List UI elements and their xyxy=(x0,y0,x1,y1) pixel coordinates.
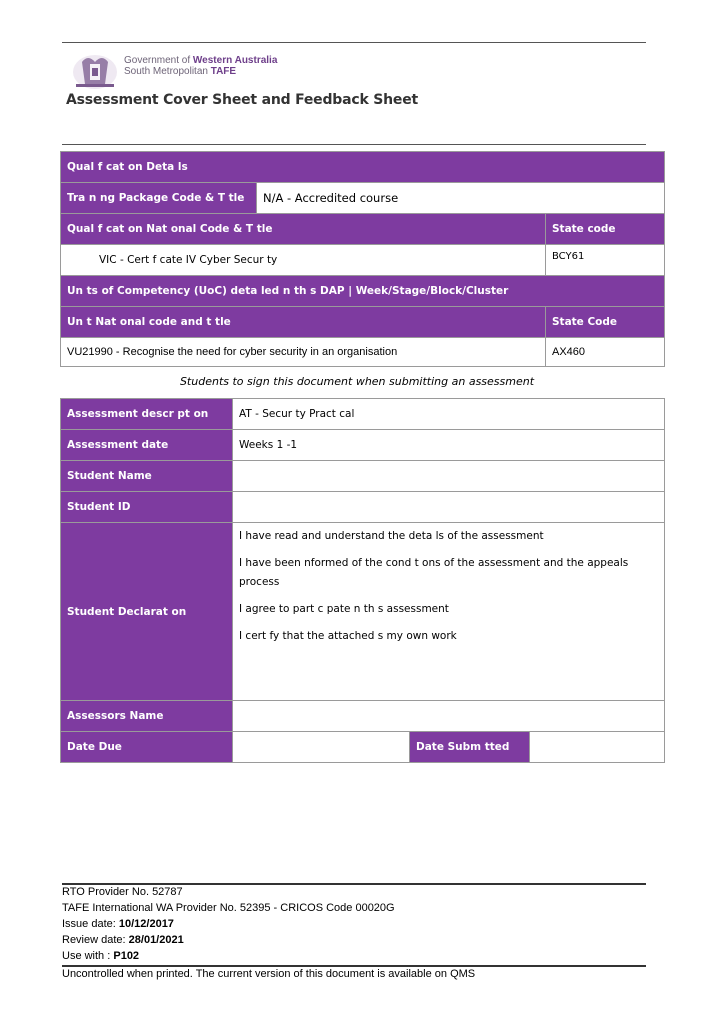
footer-top-rule xyxy=(62,883,646,885)
package-value: N/A - Accredited course xyxy=(257,183,665,214)
student-name-label: Student Name xyxy=(61,461,233,492)
review-date: Review date: 28/01/2021 xyxy=(62,934,184,946)
date-due-field[interactable] xyxy=(233,732,410,763)
declaration-item: I cert fy that the attached s my own work xyxy=(239,630,457,642)
footer-bottom-rule xyxy=(62,965,646,967)
assessment-date-value[interactable]: Weeks 1 -1 xyxy=(233,430,665,461)
assessors-name-field[interactable] xyxy=(233,701,665,732)
state-code-value: BCY61 xyxy=(546,245,665,276)
assessors-name-label: Assessors Name xyxy=(61,701,233,732)
unit-code-label: Un t Nat onal code and t tle xyxy=(61,307,546,338)
unit-state-code-value: AX460 xyxy=(546,338,665,367)
use-with: Use with : P102 xyxy=(62,950,140,962)
unit-state-code-label: State Code xyxy=(546,307,665,338)
date-due-label: Date Due xyxy=(61,732,233,763)
date-submitted-label: Date Subm tted xyxy=(410,732,530,763)
state-code-label: State code xyxy=(546,214,665,245)
package-label: Tra n ng Package Code & T tle xyxy=(61,183,257,214)
logo-text-tafe: South Metropolitan TAFE xyxy=(124,66,237,77)
rto-provider: RTO Provider No. 52787 xyxy=(62,886,183,898)
tafe-international: TAFE International WA Provider No. 52395 - CRICOS Code 00020G xyxy=(62,902,395,914)
assessment-description-value[interactable]: AT - Secur ty Pract cal xyxy=(233,399,665,430)
student-id-label: Student ID xyxy=(61,492,233,523)
qualification-section-header: Qual f cat on Deta ls xyxy=(61,152,665,183)
student-name-field[interactable] xyxy=(233,461,665,492)
student-declaration-label: Student Declarat on xyxy=(61,523,233,701)
wa-government-crest-icon xyxy=(68,50,122,92)
date-submitted-field[interactable] xyxy=(530,732,665,763)
declaration-item: I agree to part c pate n th s assessment xyxy=(239,603,449,615)
assessment-date-label: Assessment date xyxy=(61,430,233,461)
unit-value: VU21990 - Recognise the need for cyber security in an organisation xyxy=(61,338,546,367)
declaration-item: I have read and understand the deta ls of the assessment xyxy=(239,530,544,542)
title-rule xyxy=(62,144,646,145)
assessment-table xyxy=(60,398,665,763)
uoc-header: Un ts of Competency (UoC) deta led n th s DAP | Week/Stage/Block/Cluster xyxy=(61,276,665,307)
top-rule xyxy=(62,42,646,43)
declaration-item: I have been nformed of the cond t ons of the assessment and the appeals process xyxy=(239,557,629,588)
assessment-description-label: Assessment descr pt on xyxy=(61,399,233,430)
sign-instruction: Students to sign this document when submitting an assessment xyxy=(179,375,535,388)
issue-date: Issue date: 10/12/2017 xyxy=(62,918,174,930)
logo-text-government: Government of Western Australia xyxy=(124,55,278,66)
student-id-field[interactable] xyxy=(233,492,665,523)
uncontrolled-notice: Uncontrolled when printed. The current version of this document is available on QMS xyxy=(62,968,476,980)
student-declaration-text xyxy=(233,523,665,701)
national-code-label: Qual f cat on Nat onal Code & T tle xyxy=(61,214,546,245)
national-code-value: VIC - Cert f cate IV Cyber Secur ty xyxy=(61,245,546,276)
qualification-table xyxy=(60,151,665,367)
page-title: Assessment Cover Sheet and Feedback Sheet xyxy=(66,92,418,108)
